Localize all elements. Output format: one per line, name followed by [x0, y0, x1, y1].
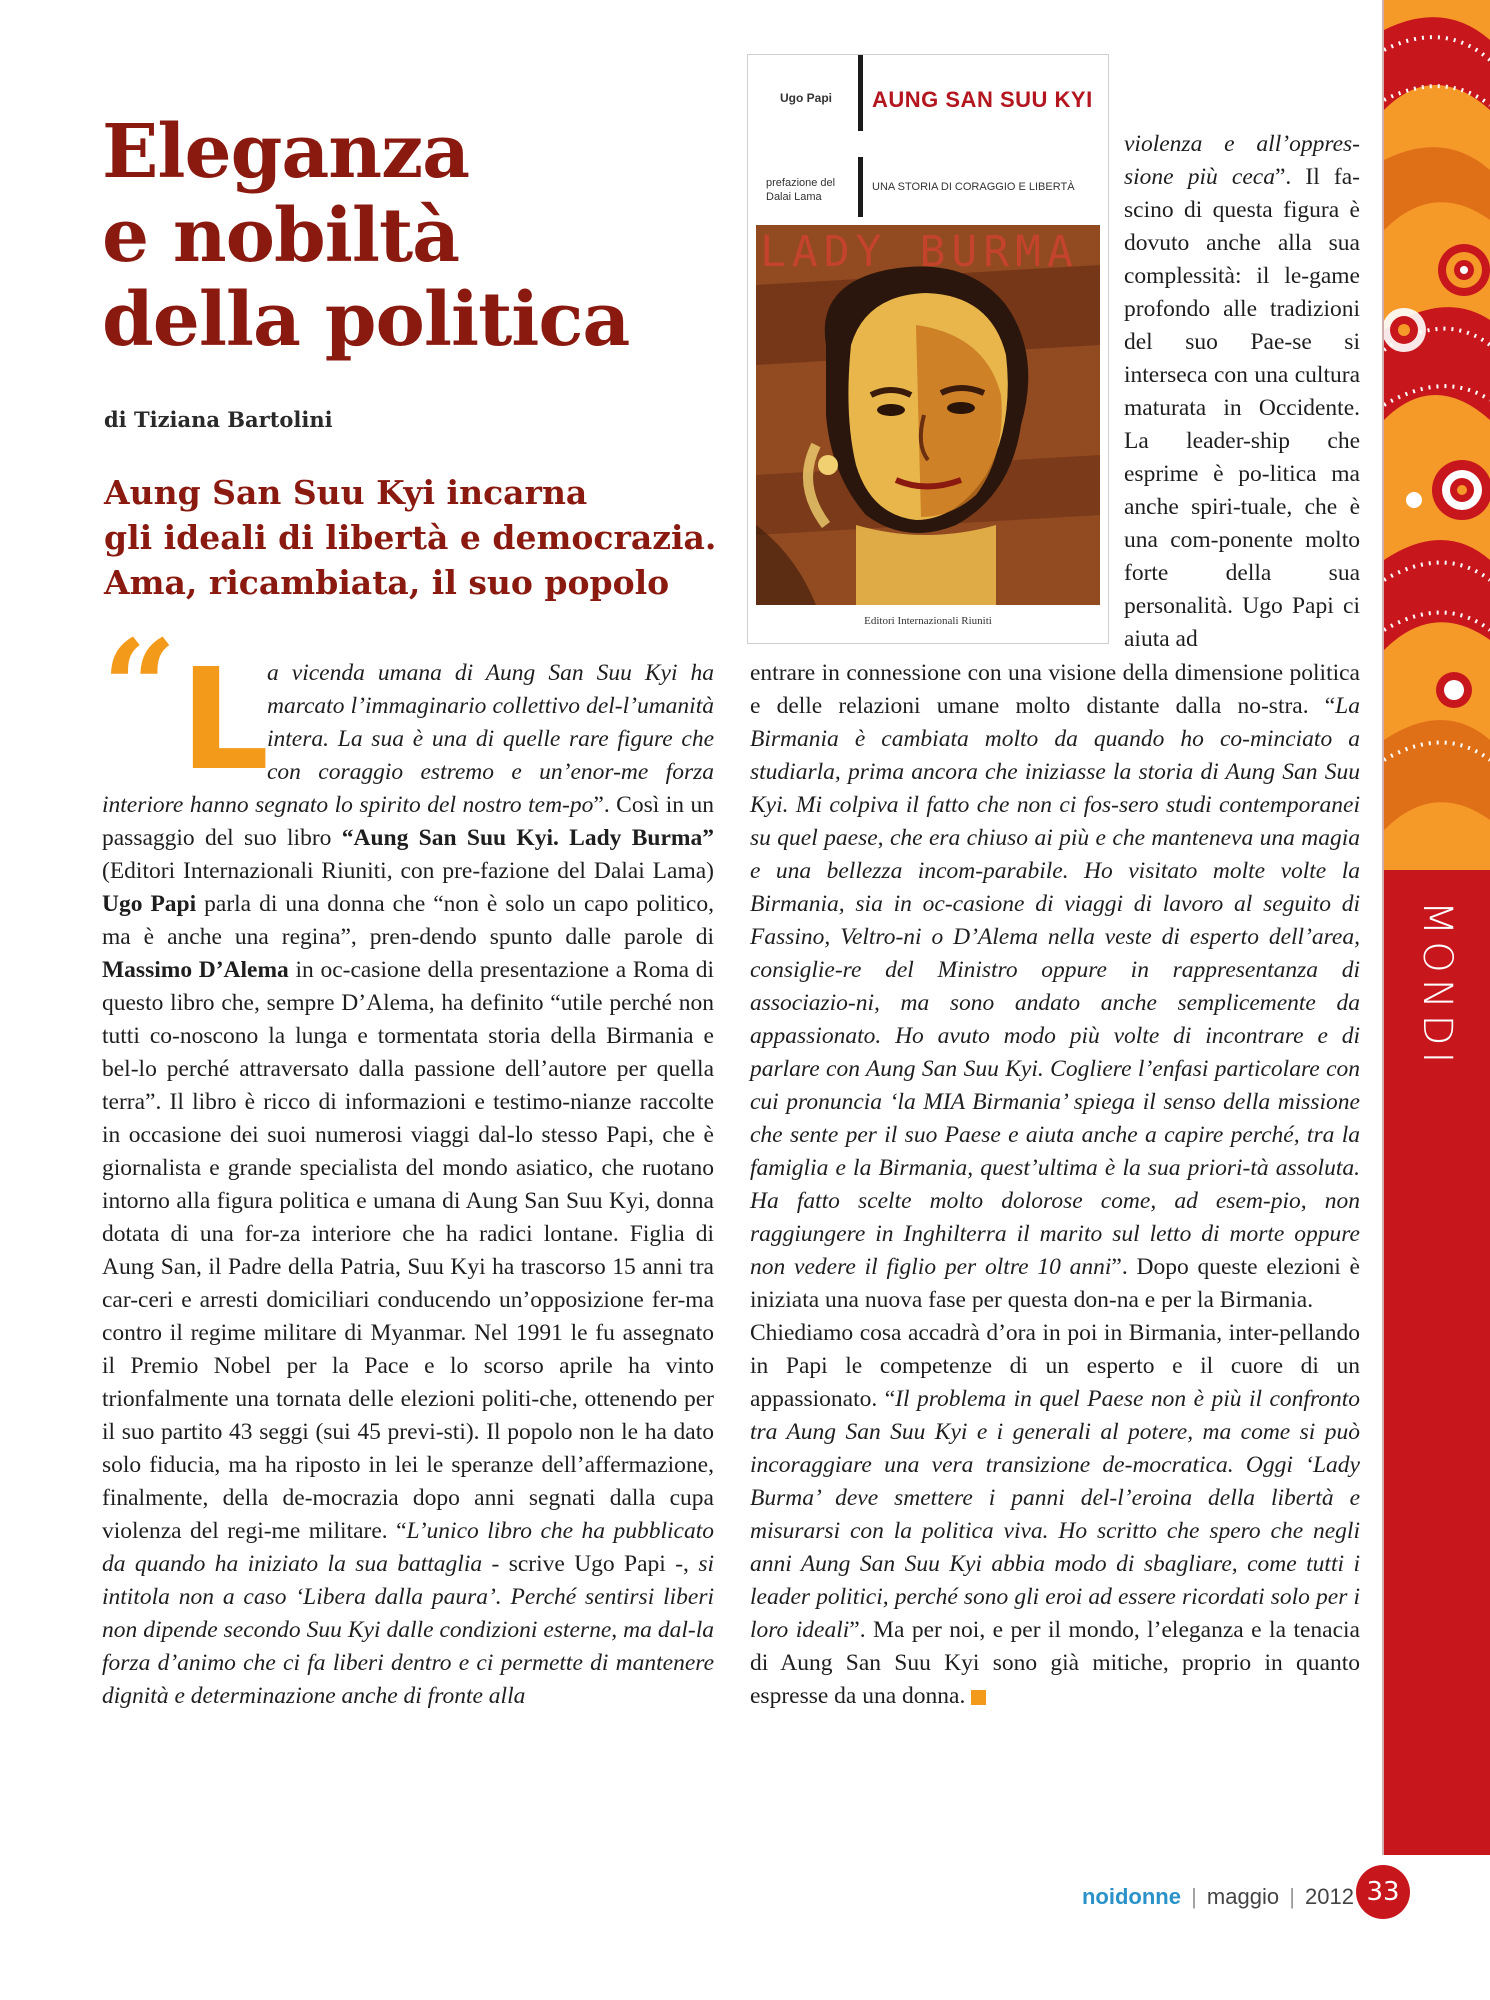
- text-run: Il problema in quel Paese non è più il confronto tra Aung San Suu Kyi e i generali al potere, ma come si può incoraggiare una vera transizione de-mocratica. Oggi ‘Lady Burma’ deve smettere i panni del-l’eroina della libertà e misurarsi con la politica viva. Ho scritto che spero che negli anni Aung San Suu Kyi abbia modo di sbagliare, come tutti i leader politici, perché sono gli eroi ad essere ricordati solo per i loro ideali: [750, 1386, 1360, 1643]
- cover-divider: [858, 55, 863, 131]
- cover-publisher: Editori Internazionali Riuniti: [864, 615, 992, 627]
- drop-cap-letter: L: [180, 639, 270, 802]
- portrait-illustration: [756, 225, 1100, 605]
- title-line: Eleganza: [102, 109, 470, 195]
- text-run: ”. Il fa-scino di questa figura è dovuto anche alla sua complessità: il le-game profondo alle tradizioni del suo Pae-se si interseca con una cultura maturata in Occidente. La leader-ship che esprime è po-litica ma anche spiri-tuale, che è una com-ponente molto forte della sua personalità. Ugo Papi ci aiuta ad: [1124, 164, 1360, 652]
- text-run: violenza e all’oppres-sione più ceca: [1124, 131, 1360, 190]
- title-line: e nobiltà: [102, 193, 460, 279]
- footer-separator: |: [1191, 1884, 1197, 1909]
- paragraph: [750, 1317, 1360, 1713]
- article-title: [102, 110, 742, 362]
- section-label: [1384, 870, 1490, 1100]
- text-run: Chiediamo cosa accadrà d’ora in poi in Birmania, inter-pellando in Papi le competenze di un esperto e il cuore di un appassionato. “: [750, 1320, 1360, 1412]
- cover-preface-label: prefazione del: [766, 177, 836, 189]
- text-run: a vicenda umana di Aung San Suu Kyi ha marcato l’immaginario collettivo del-l’umanità intera. La sua è una di quelle rare figure che con coraggio estremo e un’enor-me forza interiore hanno segnato lo spirito del nostro tem-po: [102, 660, 714, 818]
- cover-subtitle: UNA STORIA DI CORAGGIO E LIBERTÀ: [872, 181, 1075, 193]
- page-number: 33: [1356, 1865, 1410, 1919]
- cover-divider: [858, 157, 863, 217]
- drop-cap-quote: “: [102, 611, 177, 764]
- title-line: della politica: [102, 277, 630, 363]
- text-run: L’unico libro che ha pubblicato da quando ha iniziato la sua battaglia: [102, 1518, 714, 1577]
- cover-title: AUNG SAN SUU KYI: [872, 87, 1093, 112]
- text-run: ”. Dopo queste elezioni è iniziata una nuova fase per questa don-na e per la Birmania.: [750, 1254, 1360, 1313]
- paragraph: [1124, 128, 1360, 656]
- article-column-1: [102, 611, 715, 1713]
- text-run: parla di una donna che “non è solo un capo politico, ma è anche una regina”, pren-dendo spunto dalle parole di: [102, 891, 714, 950]
- end-of-article-mark: [971, 1690, 986, 1705]
- section-label-text: MONDI: [1414, 900, 1460, 1070]
- text-run: La Birmania è cambiata molto da quando ho co-minciato a studiarla, prima ancora che iniziasse la storia di Aung San Suu Kyi. Mi colpiva il fatto che non ci fos-sero studi contemporanei su quel paese, che era chiuso ai più e che manteneva una magia e una bellezza incom-parabile. Ho visitato molte volte la Birmania, sia in oc-casione di viaggi di lavoro al seguito di Fassino, Veltro-ni o D’Alema nella veste di esperto dell’area, consiglie-re del Ministro oppure in rappresentanza di associazio-ni, ma sono andato anche semplicemente da appassionato. Ho avuto modo più volte di incontrare e di parlare con Aung San Suu Kyi. Cogliere l’enfasi particolare con cui pronuncia ‘la MIA Birmania’ spiega il senso della missione che sente per il suo Paese e aiuta anche a capire perché, tra la famiglia e la Birmania, quest’ultima è la sua priori-tà assoluta. Ha fatto scelte molto dolorose come, ad esem-pio, non raggiungere in Inghilterra il marito sul letto di morte oppure non vedere il figlio per oltre 10 anni: [750, 693, 1360, 1280]
- text-run: ”. Ma per noi, e per il mondo, l’eleganza e la tenacia di Aung San Suu Kyi sono già mitiche, proprio in quanto espresse da una donna.: [750, 1617, 1360, 1709]
- cover-preface-name: Dalai Lama: [766, 191, 822, 203]
- paragraph: [102, 611, 715, 1713]
- byline: di Tiziana Bartolini: [104, 407, 333, 432]
- text-run: Ugo Papi: [102, 891, 197, 917]
- subtitle-line: Ama, ricambiata, il suo popolo: [104, 563, 670, 602]
- text-run: ”. Così in un passaggio del suo libro: [102, 792, 715, 851]
- issue-month: maggio: [1206, 1884, 1280, 1909]
- text-run: (Editori Internazionali Riuniti, con pre-fazione del Dalai Lama): [102, 858, 714, 884]
- issue-year: 2012: [1305, 1884, 1354, 1909]
- ethnic-pattern-decoration: [1384, 0, 1490, 870]
- cover-author: Ugo Papi: [780, 91, 833, 105]
- subtitle-line: Aung San Suu Kyi incarna: [104, 473, 588, 512]
- text-run: entrare in connessione con una visione della dimensione politica e delle relazioni umane molto distante dalla no-stra. “: [750, 660, 1360, 719]
- page-footer: [1082, 1884, 1354, 1910]
- text-run: - scrive Ugo Papi -,: [482, 1551, 699, 1577]
- cover-lady-burma: LADY BURMA: [760, 227, 1079, 277]
- article-column-2-top: [1124, 128, 1360, 656]
- magazine-name: noidonne: [1081, 1884, 1181, 1909]
- article-subtitle: [104, 470, 744, 605]
- article-column-2: [750, 657, 1360, 1713]
- drop-cap: [102, 611, 270, 802]
- footer-separator: |: [1289, 1884, 1295, 1909]
- subtitle-line: gli ideali di libertà e democrazia.: [104, 518, 717, 557]
- book-cover-image: [748, 55, 1108, 643]
- text-run: Massimo D’Alema: [102, 957, 289, 983]
- text-run: in oc-casione della presentazione a Roma di questo libro che, sempre D’Alema, ha definito “utile perché non tutti co-noscono la lunga e tormentata storia della Birmania e bel-lo perché attraversato dalla passione dell’autore per quella terra”. Il libro è ricco di informazioni e testimo-nianze raccolte in occasione dei suoi numerosi viaggi dal-lo stesso Papi, che è giornalista e grande specialista del mondo asiatico, che ruotano intorno alla figura politica e umana di Aung San Suu Kyi, donna dotata di una for-za interiore che ha radici lontane. Figlia di Aung San, il Padre della Patria, Suu Kyi ha trascorso 15 anni tra car-ceri e arresti domiciliari conducendo un’opposizione fer-ma contro il regime militare di Myanmar. Nel 1991 le fu assegnato il Premio Nobel per la Pace e lo scorso aprile ha vinto trionfalmente una tornata delle elezioni politi-che, ottenendo per il suo partito 43 seggi (sui 45 previ-sti). Il popolo non le ha dato solo fiducia, ma ha riposto in lei le speranze dell’affermazione, finalmente, della de-mocrazia dopo anni segnati dalla cupa violenza del regi-me militare. “: [102, 957, 714, 1544]
- text-run: “Aung San Suu Kyi. Lady Burma”: [341, 825, 715, 851]
- paragraph: [750, 657, 1360, 1317]
- text-run: si intitola non a caso ‘Libera dalla paura’. Perché sentirsi liberi non dipende secondo Suu Kyi dalle condizioni esterne, ma dal-la forza d’animo che ci fa liberi dentro e ci permette di mantenere dignità e determinazione anche di fronte alla: [102, 1551, 714, 1709]
